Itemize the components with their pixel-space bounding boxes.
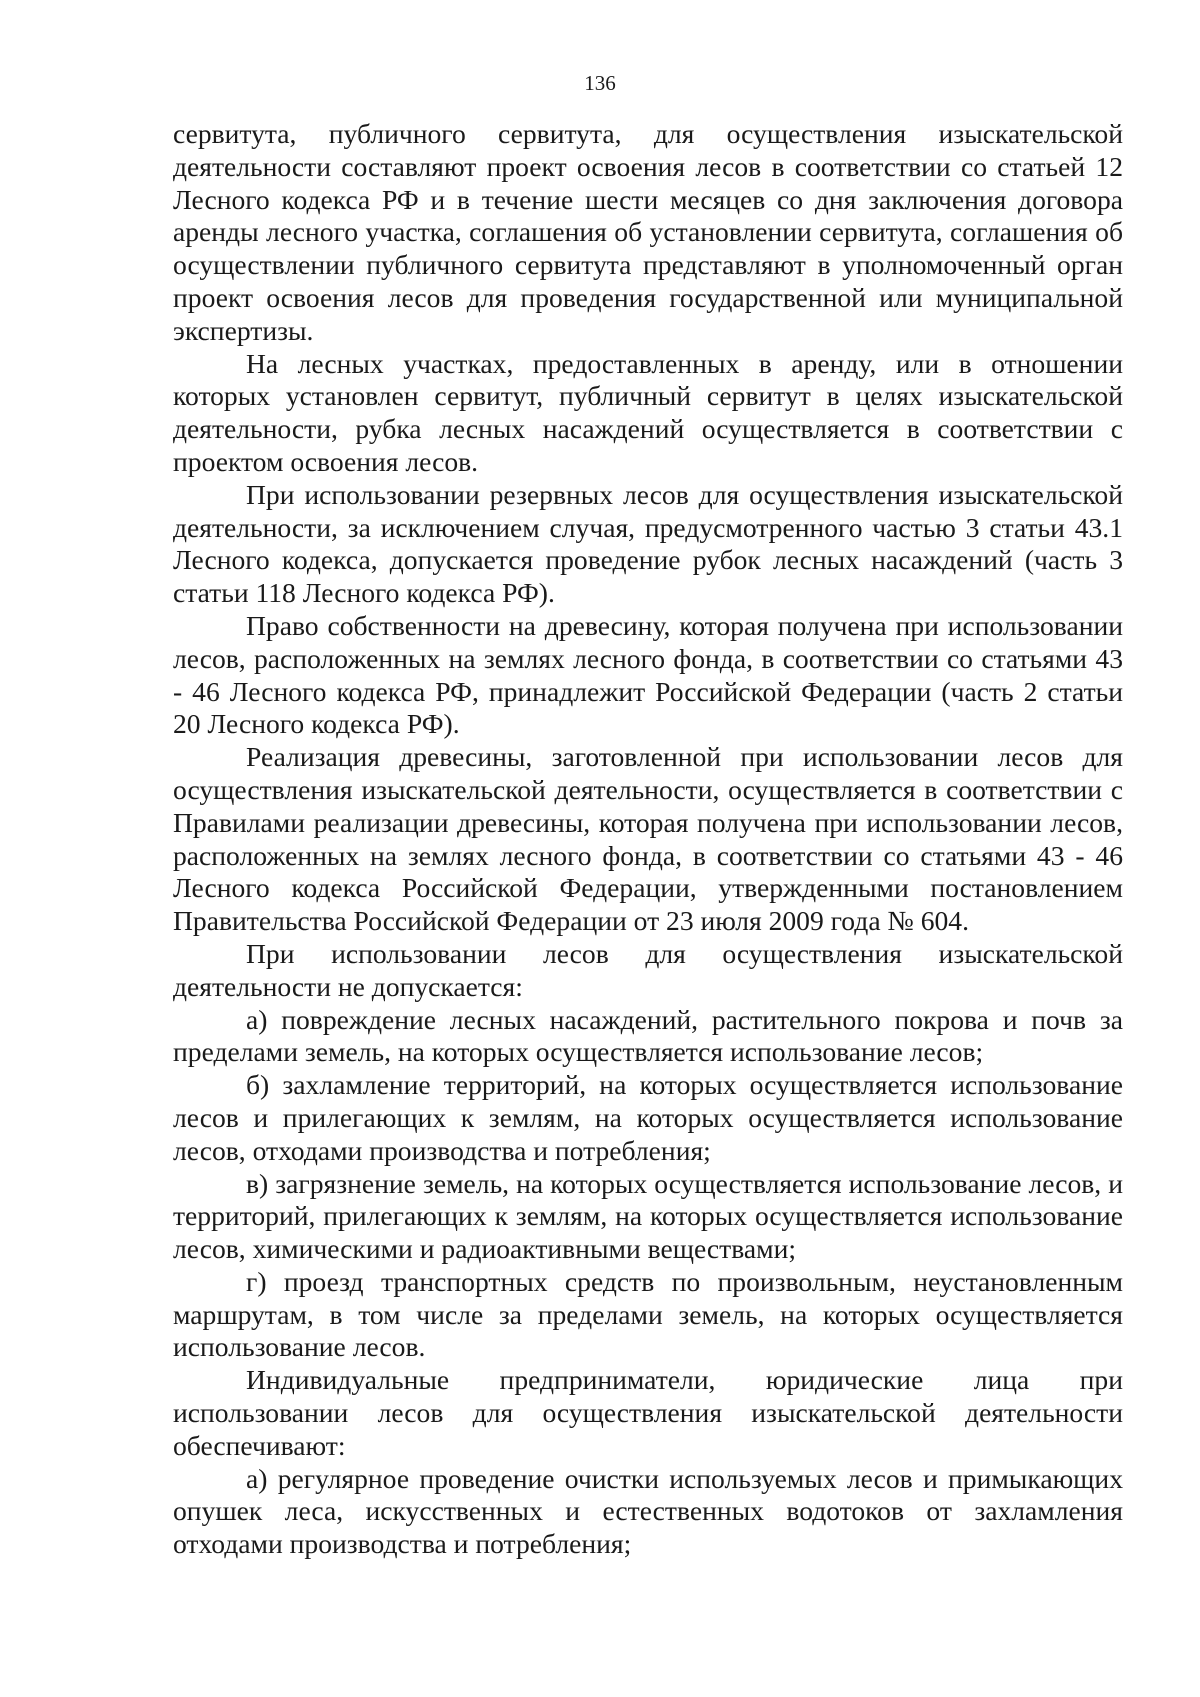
document-body [173,118,1123,1561]
list-item-prohibition-d: г) проезд транспортных средств по произвольным, неустановленным маршрутам, в том числе за пределами земель, на которых осуществляется использование лесов. [173,1265,1123,1363]
paragraph-obligations-intro: Индивидуальные предприниматели, юридические лица при использовании лесов для осуществления изыскательской деятельности обеспечивают: [173,1364,1123,1461]
paragraph-prohibitions-intro: При использовании лесов для осуществления изыскательской деятельности не допускается: [173,937,1123,1002]
paragraph-timber-ownership: Право собственности на древесину, которая получена при использовании лесов, расположенных на землях лесного фонда, в соответствии со статьями 43 - 46 Лесного кодекса РФ, принадлежит Российской Федерации (часть 2 статьи 20 Лесного кодекса РФ). [173,609,1123,740]
paragraph-project-submission: сервитута, публичного сервитута, для осуществления изыскательской деятельности составляют проект освоения лесов в соответствии со статьей 12 Лесного кодекса РФ и в течение шести месяцев со дня заключения договора аренды лесного участка, соглашения об установлении сервитута, соглашения об осуществлении публичного сервитута представляют в уполномоченный орган проект освоения лесов для проведения государственной или муниципальной экспертизы. [173,118,1123,346]
list-item-prohibition-b: б) захламление территорий, на которых осуществляется использование лесов и прилегающих к землям, на которых осуществляется использование лесов, отходами производства и потребления; [173,1069,1123,1166]
list-item-prohibition-c: в) загрязнение земель, на которых осуществляется использование лесов, и территорий, прилегающих к землям, на которых осуществляется использование лесов, химическими и радиоактивными веществами; [173,1167,1123,1265]
paragraph-timber-sale: Реализация древесины, заготовленной при использовании лесов для осуществления изыскательской деятельности, осуществляется в соответствии с Правилами реализации древесины, которая получена при использовании лесов, расположенных на землях лесного фонда, в соответствии со статьями 43 - 46 Лесного кодекса Российской Федерации, утвержденными постановлением Правительства Российской Федерации от 23 июля 2009 года № 604. [173,741,1123,937]
list-item-obligation-a: а) регулярное проведение очистки используемых лесов и примыкающих опушек леса, искусственных и естественных водотоков от захламления отходами производства и потребления; [173,1462,1123,1560]
paragraph-reserve-forests: При использовании резервных лесов для осуществления изыскательской деятельности, за исключением случая, предусмотренного частью 3 статьи 43.1 Лесного кодекса, допускается проведение рубок лесных насаждений (часть 3 статьи 118 Лесного кодекса РФ). [173,478,1123,609]
paragraph-felling-per-project: На лесных участках, предоставленных в аренду, или в отношении которых установлен сервитут, публичный сервитут в целях изыскательской деятельности, рубка лесных насаждений осуществляется в соответствии с проектом освоения лесов. [173,347,1123,477]
page-number: 136 [584,71,616,95]
list-item-prohibition-a: а) повреждение лесных насаждений, растительного покрова и почв за пределами земель, на которых осуществляется использование лесов; [173,1003,1123,1068]
